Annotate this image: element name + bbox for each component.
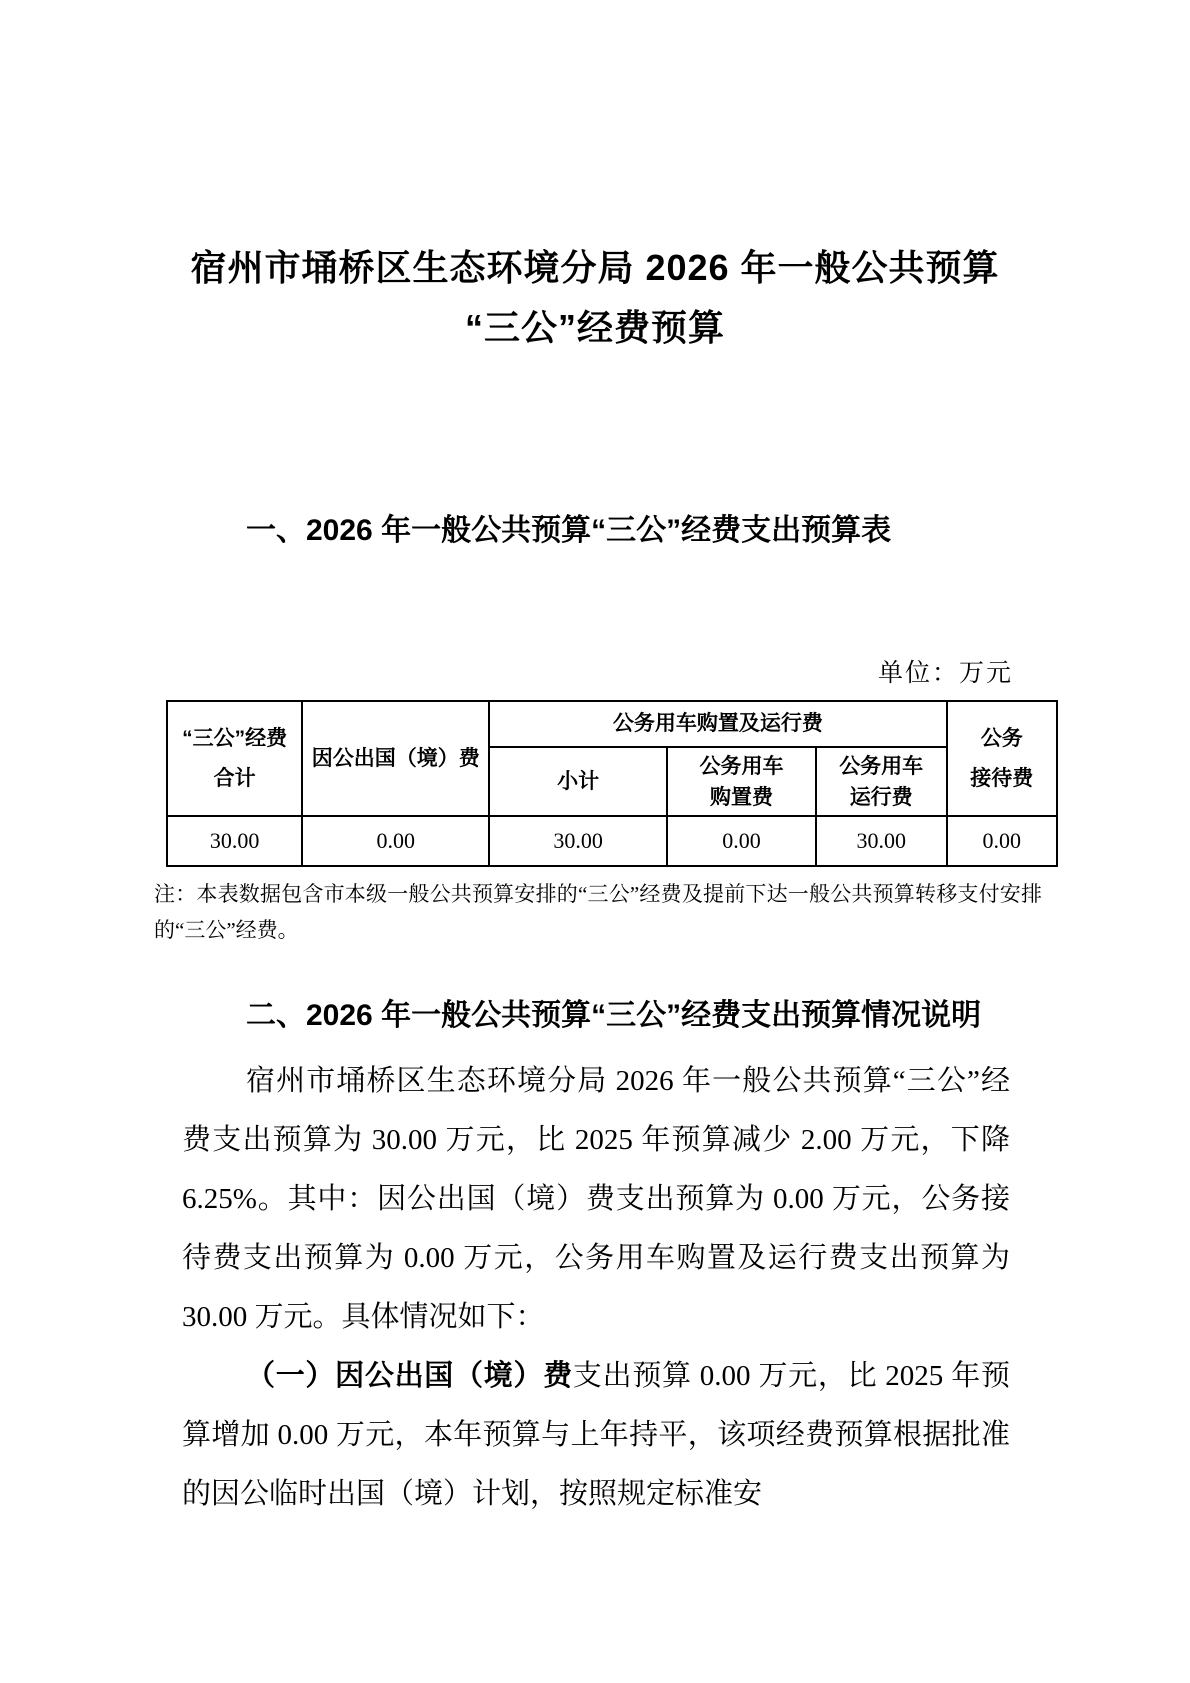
paragraph-2-bold-lead: （一）因公出国（境）费 xyxy=(246,1360,573,1392)
header-reception-line1: 公务 xyxy=(980,726,1023,750)
header-operation-line1: 公务用车 xyxy=(839,754,924,778)
document-title-line1: 宿州市埇桥区生态环境分局 2026 年一般公共预算 xyxy=(190,247,1000,288)
table-note: 注：本表数据包含市本级一般公共预算安排的“三公”经费及提前下达一般公共预算转移支付安排的“三公”经费。 xyxy=(154,882,1042,942)
section2-heading: 二、2026 年一般公共预算“三公”经费支出预算情况说明 xyxy=(246,999,982,1032)
cell-operation-value: 30.00 xyxy=(816,816,947,866)
header-operation-line2: 运行费 xyxy=(849,785,913,809)
paragraph-2 xyxy=(182,1347,1010,1524)
header-cell-operation xyxy=(816,747,947,816)
cell-purchase-value: 0.00 xyxy=(667,816,816,866)
header-cell-abroad: 因公出国（境）费 xyxy=(302,701,489,816)
header-cell-purchase xyxy=(667,747,816,816)
header-cell-vehicle-group: 公务用车购置及运行费 xyxy=(489,701,946,747)
header-purchase-line1: 公务用车 xyxy=(699,754,784,778)
table-data-row xyxy=(167,816,1057,866)
header-cell-subtotal: 小计 xyxy=(489,747,667,816)
body-text xyxy=(182,1052,1010,1524)
unit-label: 单位：万元 xyxy=(877,660,1013,687)
cell-reception-value: 0.00 xyxy=(947,816,1057,866)
paragraph-2-rest: 支出预算 0.00 万元，比 2025 年预算增加 0.00 万元，本年预算与上年持平，该项经费预算根据批准的因公临时出国（境）计划，按照规定标准安 xyxy=(182,1360,1010,1510)
budget-table xyxy=(166,700,1058,867)
cell-abroad-value: 0.00 xyxy=(302,816,489,866)
header-cell-reception xyxy=(947,701,1057,816)
header-reception-line2: 接待费 xyxy=(970,766,1034,790)
header-cell-total xyxy=(167,701,302,816)
header-total-line1: “三公”经费 xyxy=(182,726,288,750)
paragraph-1: 宿州市埇桥区生态环境分局 2026 年一般公共预算“三公”经费支出预算为 30.00 万元，比 2025 年预算减少 2.00 万元，下降 6.25%。其中：因公出国（境）费支出预算为 0.00 万元，公务接待费支出预算为 0.00 万元，公务用车购置及运行费支出预算为 30.00 万元。具体情况如下： xyxy=(182,1065,1010,1333)
cell-subtotal-value: 30.00 xyxy=(489,816,667,866)
document-title xyxy=(150,238,1040,358)
document-title-line2: “三公”经费预算 xyxy=(464,307,725,348)
header-purchase-line2: 购置费 xyxy=(709,785,773,809)
cell-total-value: 30.00 xyxy=(167,816,302,866)
table-header-row-1 xyxy=(167,701,1057,747)
section1-heading: 一、2026 年一般公共预算“三公”经费支出预算表 xyxy=(246,514,892,547)
header-total-line2: 合计 xyxy=(213,766,256,790)
